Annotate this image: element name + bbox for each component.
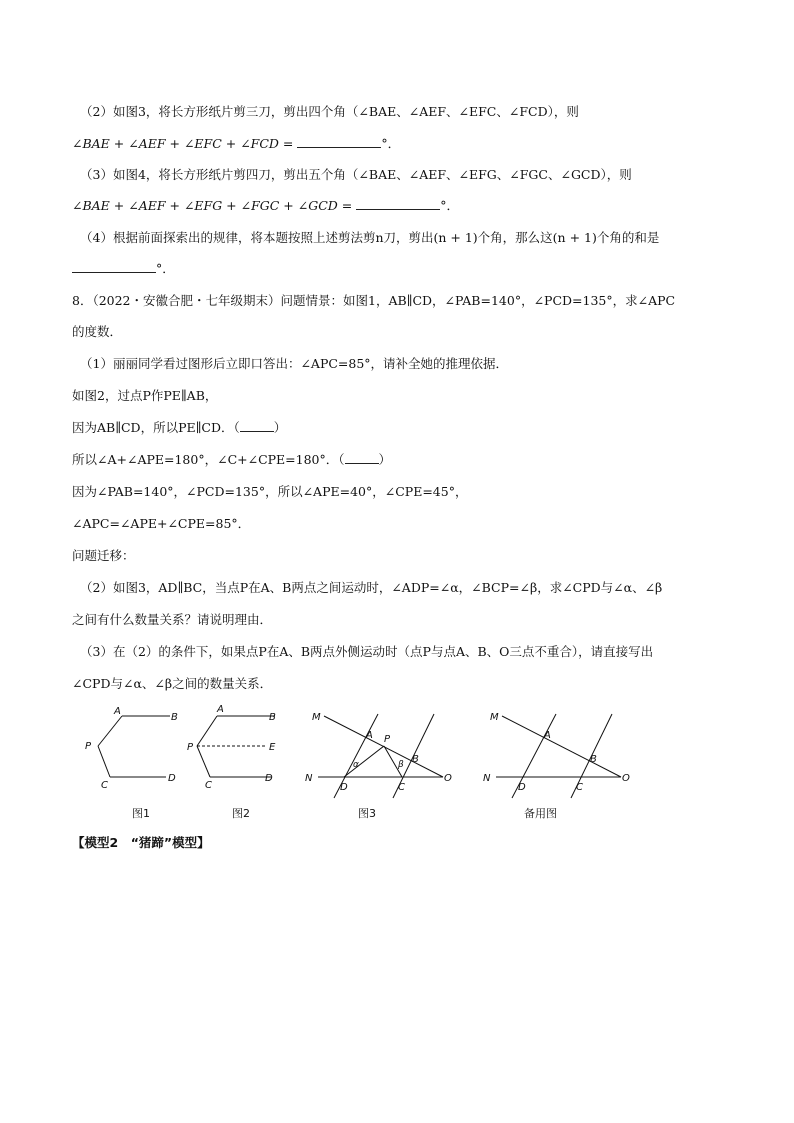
- proof-text: 因为AB∥CD，所以PE∥CD．（: [72, 420, 240, 435]
- text-line-part2-cont: 之间有什么数量关系？请说明理由．: [72, 612, 273, 627]
- label-B: B: [590, 754, 597, 765]
- label-D: D: [265, 773, 273, 784]
- text-line-q2: （2）如图3，将长方形纸片剪三刀，剪出四个角（∠BAE、∠AEF、∠EFC、∠FCD），则: [80, 104, 579, 119]
- figure-3: [300, 700, 465, 805]
- text-line-proof-5: ∠APC=∠APE+∠CPE=85°．: [72, 516, 251, 531]
- label-N: N: [305, 773, 313, 784]
- caption-figure-spare: 备用图: [524, 807, 557, 820]
- label-E: E: [269, 742, 276, 753]
- label-N: N: [483, 773, 491, 784]
- label-M: M: [312, 712, 321, 723]
- label-A: A: [366, 730, 373, 741]
- text-line-q3: （3）如图4，将长方形纸片剪四刀，剪出五个角（∠BAE、∠AEF、∠EFG、∠FGC、∠GCD），则: [80, 167, 632, 182]
- label-C: C: [205, 780, 212, 791]
- text-line-proof-4: 因为∠PAB=140°，∠PCD=135°，所以∠APE=40°，∠CPE=45°，: [72, 484, 468, 499]
- label-B: B: [412, 754, 419, 765]
- text-line-part3: （3）在（2）的条件下，如果点P在A、B两点外侧运动时（点P与点A、B、O三点不重合），请直接写出: [80, 644, 654, 659]
- section-heading-model-2: 【模型2 “猪蹄”模型】: [72, 835, 210, 850]
- text-line-proof-3: [72, 451, 391, 469]
- caption-figure-3: 图3: [358, 807, 376, 820]
- proof-text: ）: [273, 420, 287, 435]
- text-line-proof-1: 如图2，过点P作PE∥AB，: [72, 388, 218, 403]
- label-P: P: [85, 741, 92, 752]
- answer-blank[interactable]: [297, 135, 381, 148]
- label-D: D: [518, 782, 526, 793]
- label-M: M: [490, 712, 499, 723]
- label-C: C: [101, 780, 108, 791]
- label-C: C: [576, 782, 583, 793]
- text-line-q2-sum: [72, 135, 400, 153]
- figure-1: [80, 700, 190, 795]
- label-P: P: [187, 742, 194, 753]
- text-line-q3-sum: [72, 197, 459, 215]
- text-line-q4-answer: [72, 260, 175, 278]
- label-B: B: [269, 712, 276, 723]
- caption-figure-2: 图2: [232, 807, 250, 820]
- answer-blank[interactable]: [356, 197, 440, 210]
- label-beta: β: [398, 760, 404, 770]
- label-A: A: [114, 706, 121, 717]
- reason-blank[interactable]: [240, 419, 274, 432]
- question-8-title-cont: 的度数．: [72, 324, 123, 339]
- text-line-q4: （4）根据前面探索出的规律，将本题按照上述剪法剪n刀，剪出(n + 1)个角，那么这(n + 1)个角的和是: [80, 230, 660, 245]
- label-B: B: [171, 712, 178, 723]
- label-C: C: [398, 782, 405, 793]
- label-A: A: [544, 730, 551, 741]
- text-line-proof-2: [72, 419, 286, 437]
- degree-mark: °．: [440, 198, 459, 213]
- label-O: O: [444, 773, 452, 784]
- question-8-title: 8．（2022・安徽合肥・七年级期末）问题情景：如图1，AB∥CD，∠PAB=140°，∠PCD=135°，求∠APC: [72, 293, 676, 308]
- caption-figure-1: 图1: [132, 807, 150, 820]
- proof-text: ）: [378, 452, 392, 467]
- text-line-migration: 问题迁移：: [72, 548, 135, 563]
- label-O: O: [622, 773, 630, 784]
- sum-expression: ∠BAE + ∠AEF + ∠EFC + ∠FCD =: [72, 136, 294, 151]
- degree-mark: °．: [156, 261, 175, 276]
- label-D: D: [340, 782, 348, 793]
- label-D: D: [168, 773, 176, 784]
- figure-2: [185, 700, 295, 795]
- degree-mark: °．: [381, 136, 401, 151]
- label-alpha: α: [353, 760, 359, 770]
- figure-spare: [478, 700, 643, 805]
- sum-expression: ∠BAE + ∠AEF + ∠EFG + ∠FGC + ∠GCD =: [72, 198, 353, 213]
- text-line-part3-cont: ∠CPD与∠α、∠β之间的数量关系．: [72, 676, 273, 691]
- text-line-part1: （1）丽丽同学看过图形后立即口答出：∠APC=85°，请补全她的推理依据．: [80, 356, 509, 371]
- proof-text: 所以∠A+∠APE=180°，∠C+∠CPE=180°．（: [72, 452, 345, 467]
- reason-blank[interactable]: [345, 451, 379, 464]
- answer-blank[interactable]: [72, 260, 156, 273]
- text-line-part2: （2）如图3，AD∥BC，当点P在A、B两点之间运动时，∠ADP=∠α，∠BCP=∠β，求∠CPD与∠α、∠β: [80, 580, 663, 595]
- label-A: A: [217, 704, 224, 715]
- label-P: P: [384, 734, 391, 745]
